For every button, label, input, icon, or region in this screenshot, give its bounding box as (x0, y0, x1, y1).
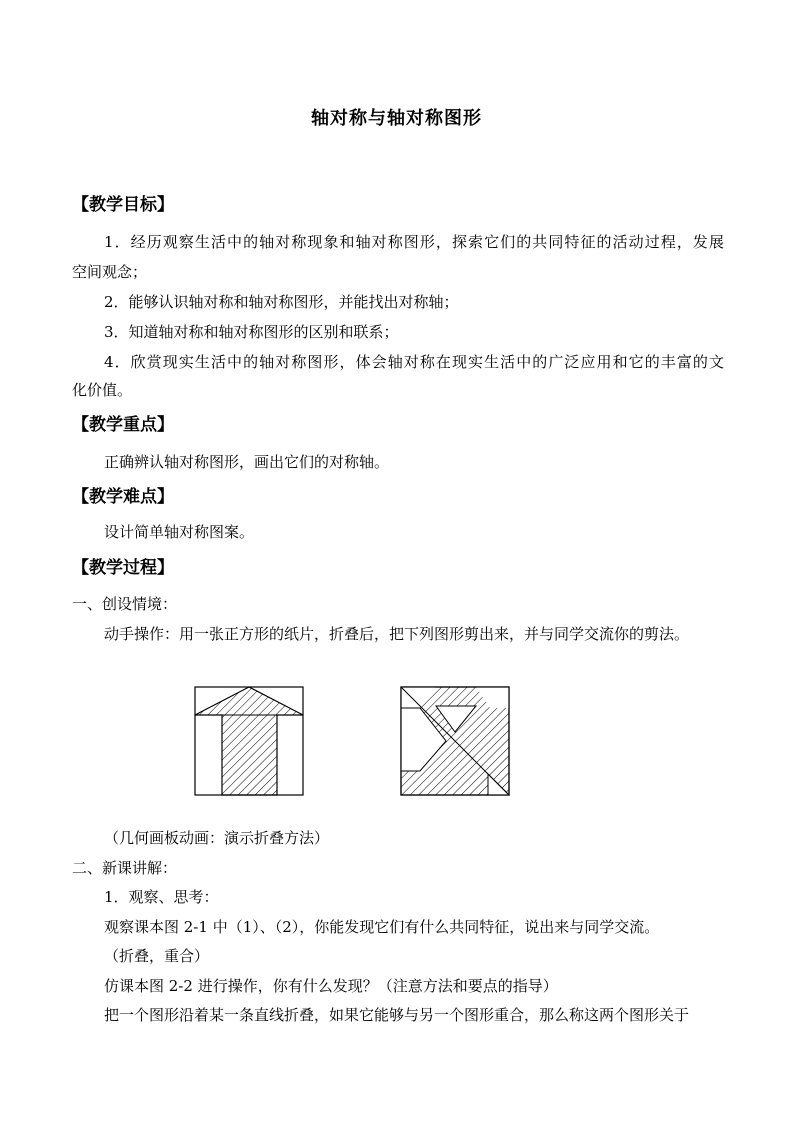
key-points-text: 正确辨认轴对称图形，画出它们的对称轴。 (104, 453, 390, 471)
goal-item-4: 4．欣赏现实生活中的轴对称图形，体会轴对称在现实生活中的广泛应用和它的丰富的文 (104, 353, 724, 371)
page-title: 轴对称与轴对称图形 (311, 108, 482, 129)
difficulties-heading: 【教学难点】 (72, 487, 174, 507)
part1-text: 动手操作：用一张正方形的纸片，折叠后，把下列图形剪出来，并与同学交流你的剪法。 (104, 625, 690, 643)
arrow-figure (194, 686, 306, 798)
operation-text: 仿课本图 2-2 进行操作，你有什么发现？（注意方法和要点的指导） (104, 977, 558, 995)
figure-caption: （几何画板动画：演示折叠方法） (104, 829, 330, 847)
goal-item-2: 2．能够认识轴对称和轴对称图形，并能找出对称轴； (104, 293, 459, 311)
goal-item-1: 1．经历观察生活中的轴对称现象和轴对称图形，探索它们的共同特征的活动过程，发展 (104, 233, 724, 251)
part1-title: 一、创设情境： (72, 595, 178, 613)
key-points-heading: 【教学重点】 (72, 415, 174, 435)
goal-item-3: 3．知道轴对称和轴对称图形的区别和联系； (104, 323, 399, 341)
definition-text: 把一个图形沿着某一条直线折叠，如果它能够与另一个图形重合，那么称这两个图形关于 (104, 1006, 690, 1024)
part2-title: 二、新课讲解： (72, 859, 178, 877)
goals-heading: 【教学目标】 (72, 195, 174, 215)
fold-note: （折叠，重合） (104, 947, 210, 965)
process-heading: 【教学过程】 (72, 558, 174, 578)
difficulties-text: 设计简单轴对称图案。 (104, 523, 255, 541)
x-figure (400, 686, 512, 798)
observe-text: 观察课本图 2-1 中（1）、（2），你能发现它们有什么共同特征，说出来与同学交流。 (104, 918, 660, 936)
goal-item-1-cont: 空间观念； (72, 263, 148, 281)
step1-title: 1．观察、思考： (104, 888, 219, 906)
goal-item-4-cont: 化价值。 (72, 381, 133, 399)
